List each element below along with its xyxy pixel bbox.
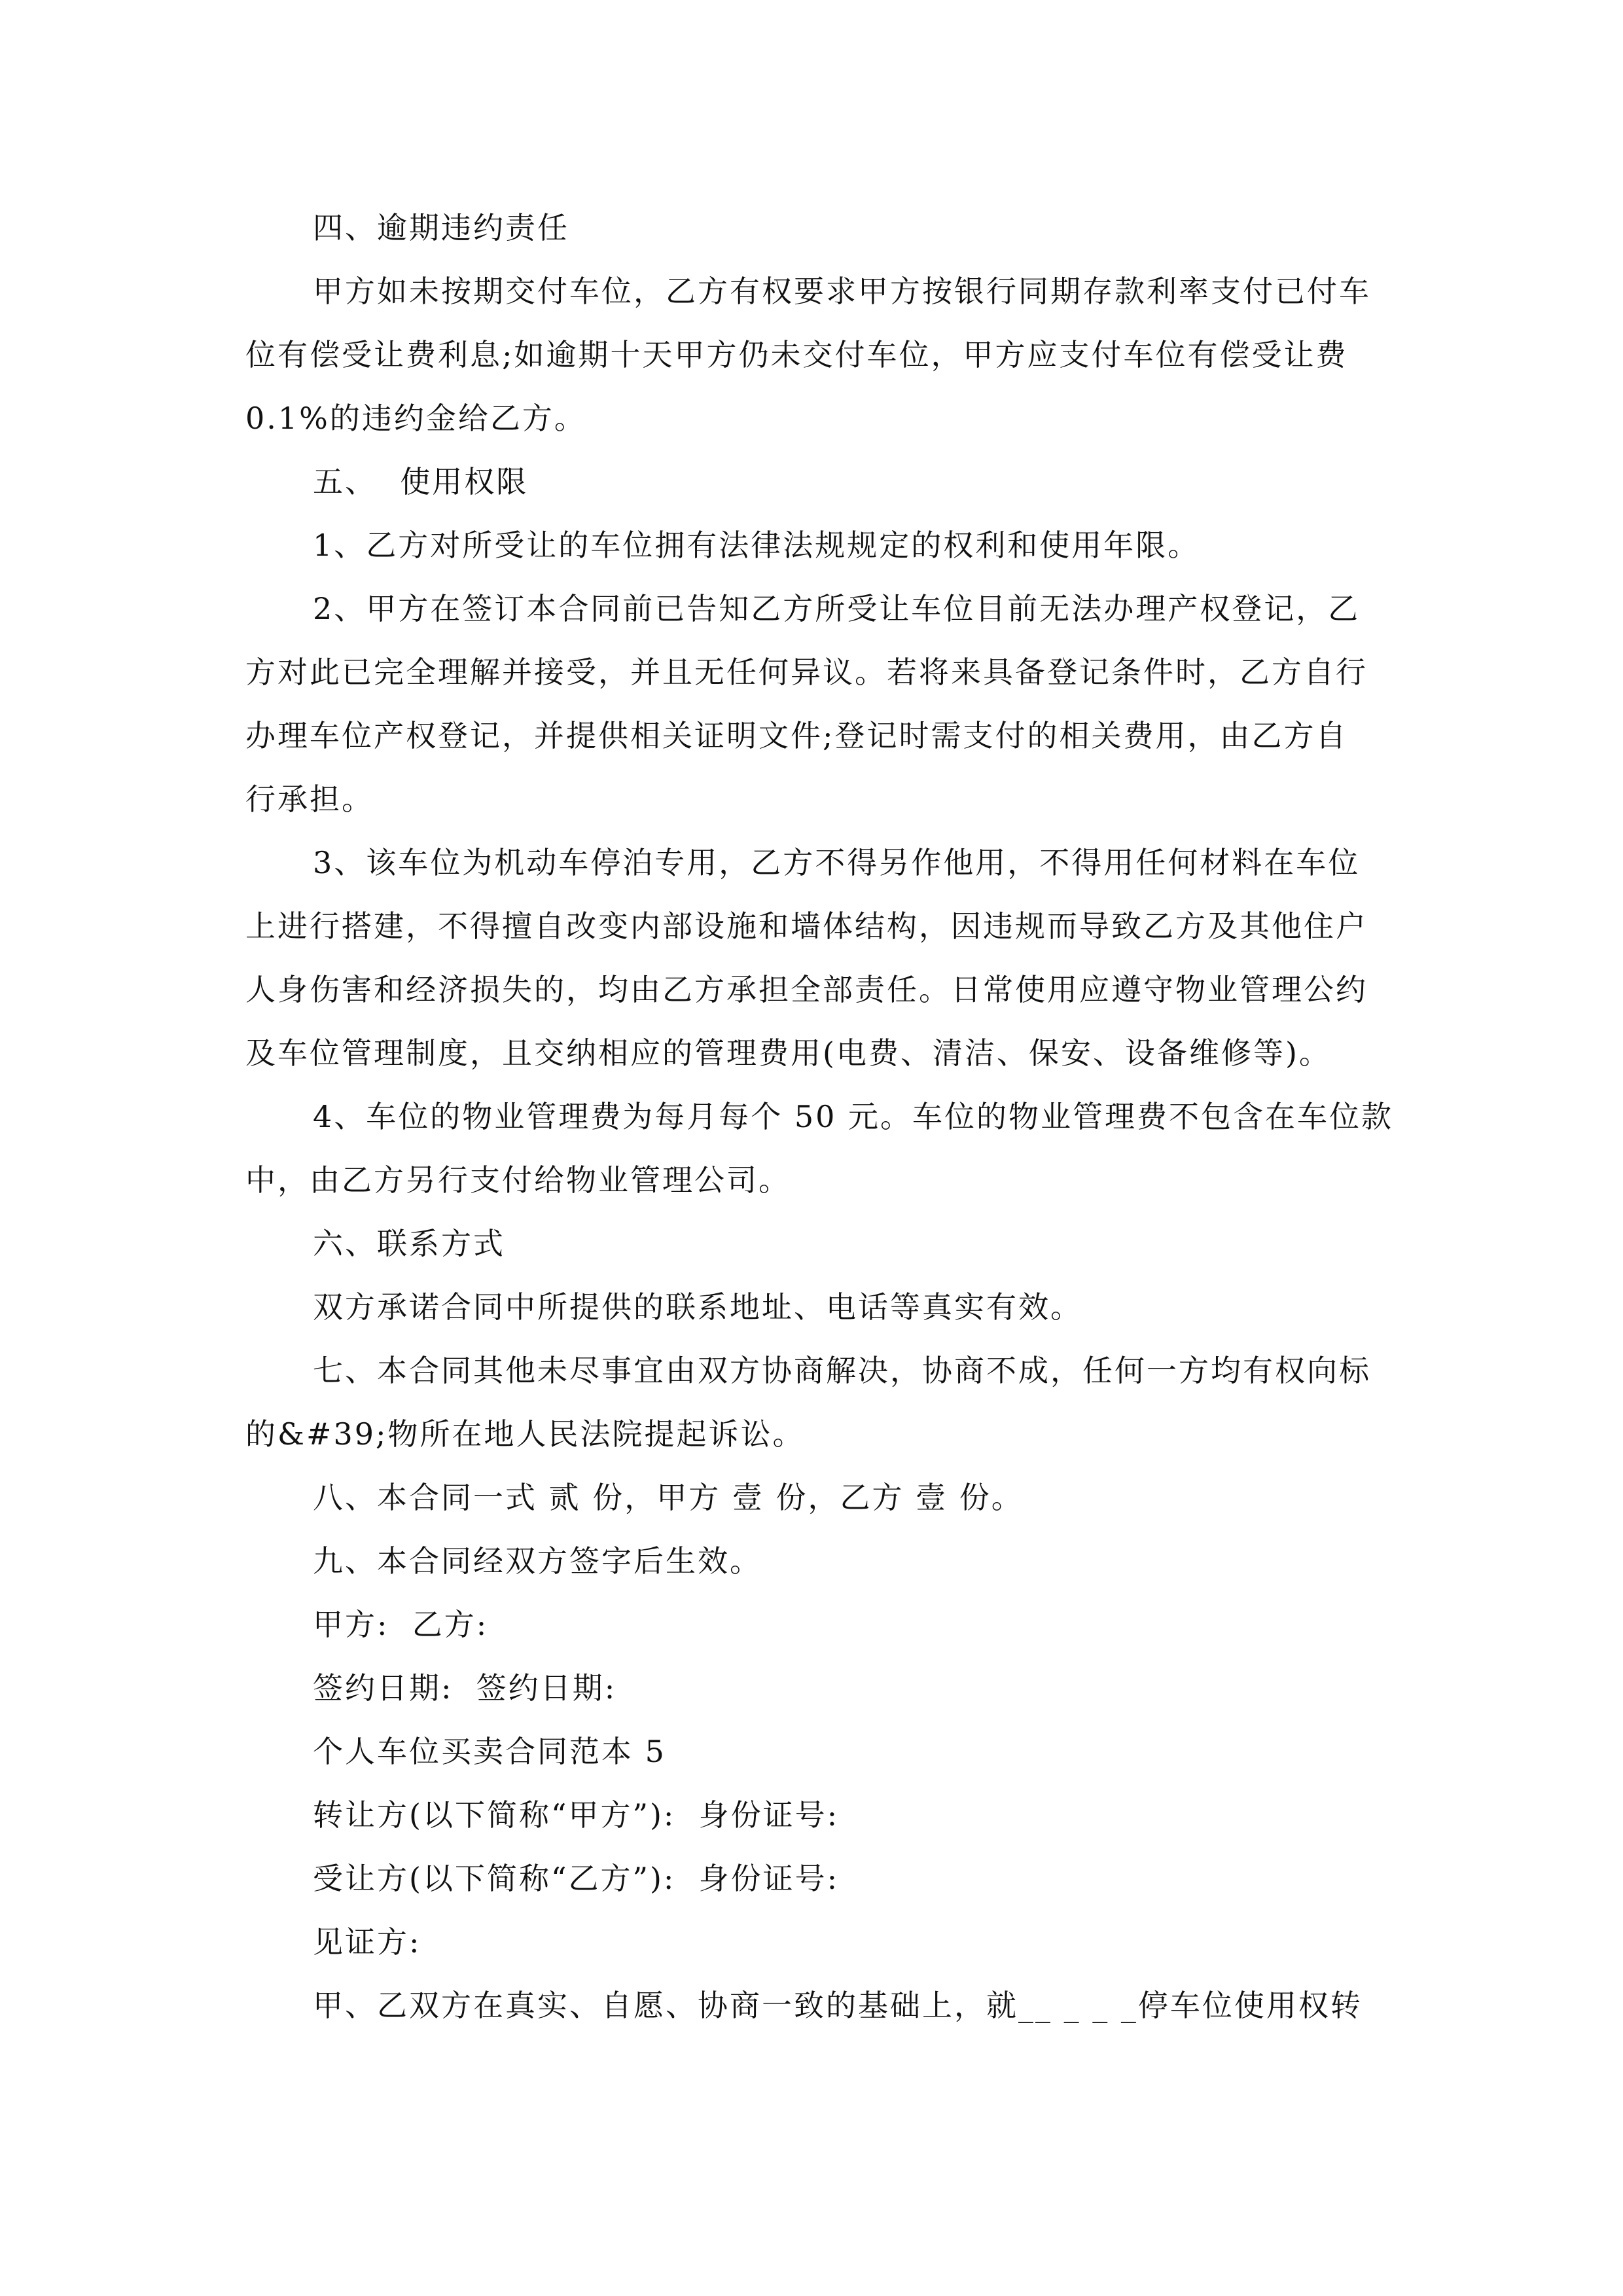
clause-line: 及车位管理制度，且交纳相应的管理费用(电费、清洁、保安、设备维修等)。: [245, 1035, 1331, 1071]
clause-line: 2、甲方在签订本合同前已告知乙方所受让车位目前无法办理产权登记，乙: [313, 591, 1361, 626]
clause-line: 七、本合同其他未尽事宜由双方协商解决，协商不成，任何一方均有权向标: [313, 1353, 1371, 1388]
clause-line: 1、乙方对所受让的车位拥有法律法规规定的权利和使用年限。: [313, 528, 1200, 563]
transferor-line: 转让方(以下简称“甲方”): 身份证号:: [313, 1797, 840, 1833]
paragraph-line: 甲、乙双方在真实、自愿、协商一致的基础上，就__ _ _ _停车位使用权转: [313, 1988, 1363, 2023]
witness-line: 见证方:: [313, 1924, 421, 1960]
clause-line: 上进行搭建，不得擅自改变内部设施和墙体结构，因违规而导致乙方及其他住户: [245, 908, 1368, 944]
clause-line: 八、本合同一式 贰 份，甲方 壹 份，乙方 壹 份。: [313, 1480, 1024, 1515]
paragraph-line: 位有偿受让费利息;如逾期十天甲方仍未交付车位，甲方应支付车位有偿受让费: [245, 337, 1348, 372]
paragraph-line: 0.1%的违约金给乙方。: [245, 401, 586, 436]
signature-party-line: 甲方: 乙方:: [313, 1607, 489, 1642]
clause-line: 方对此已完全理解并接受，并且无任何异议。若将来具备登记条件时，乙方自行: [245, 655, 1368, 690]
clause-line: 3、该车位为机动车停泊专用，乙方不得另作他用，不得用任何材料在车位: [313, 845, 1361, 880]
clause-line: 人身伤害和经济损失的，均由乙方承担全部责任。日常使用应遵守物业管理公约: [245, 972, 1368, 1007]
clause-line: 双方承诺合同中所提供的联系地址、电话等真实有效。: [313, 1289, 1082, 1325]
heading-contact: 六、联系方式: [313, 1226, 505, 1261]
clause-line: 的&#39;物所在地人民法院提起诉讼。: [245, 1416, 805, 1452]
signature-date-line: 签约日期: 签约日期:: [313, 1670, 617, 1706]
transferee-line: 受让方(以下简称“乙方”): 身份证号:: [313, 1861, 840, 1896]
clause-line: 办理车位产权登记，并提供相关证明文件;登记时需支付的相关费用，由乙方自: [245, 718, 1348, 753]
heading-overdue-liability: 四、逾期违约责任: [313, 210, 569, 245]
heading-usage-rights: 五、 使用权限: [313, 464, 529, 499]
clause-line: 九、本合同经双方签字后生效。: [313, 1543, 762, 1579]
paragraph-line: 甲方如未按期交付车位，乙方有权要求甲方按银行同期存款利率支付已付车: [313, 274, 1371, 309]
clause-line: 行承担。: [245, 781, 374, 817]
clause-line: 中，由乙方另行支付给物业管理公司。: [245, 1162, 791, 1198]
section-title: 个人车位买卖合同范本 5: [313, 1734, 666, 1769]
clause-line: 4、车位的物业管理费为每月每个 50 元。车位的物业管理费不包含在车位款: [313, 1099, 1394, 1134]
